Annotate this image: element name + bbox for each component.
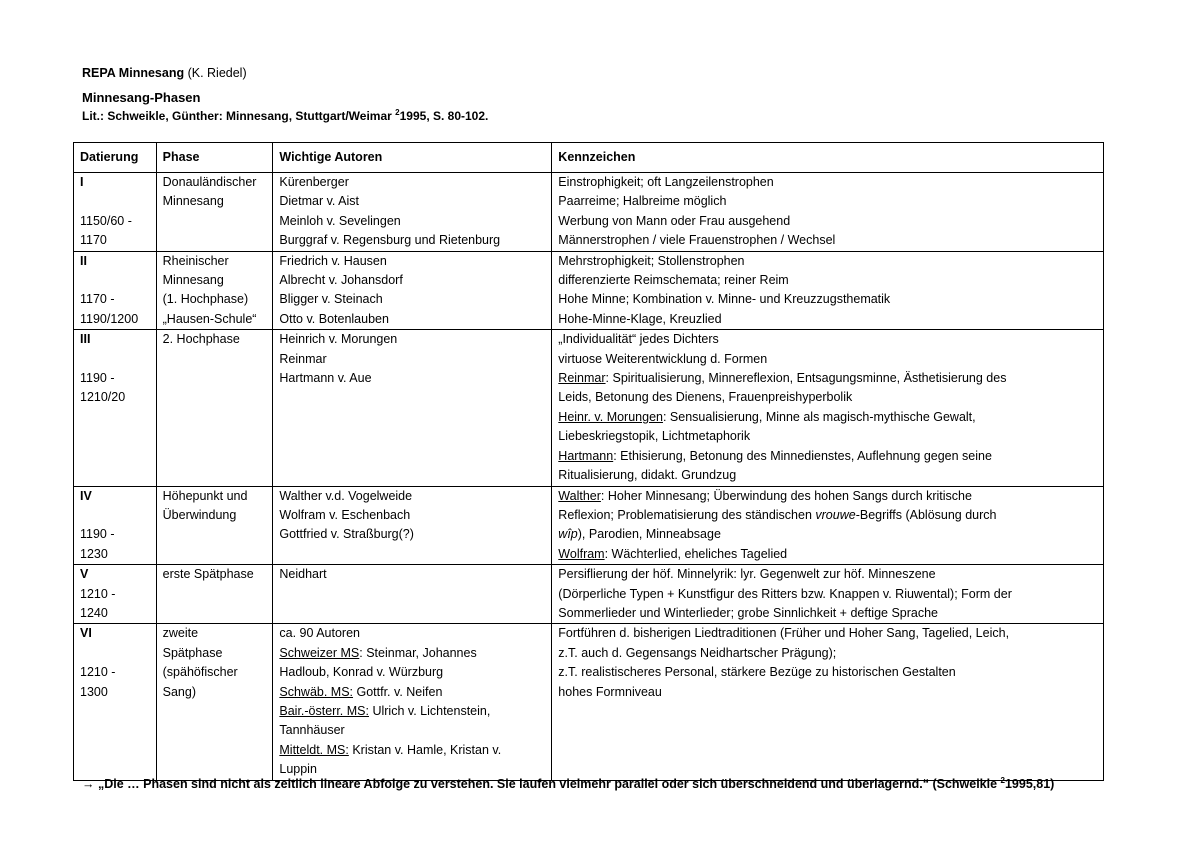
swiss-label: Schweizer MS [279, 645, 360, 660]
author-line: Dietmar v. Aist [279, 194, 360, 209]
author-line [279, 741, 545, 760]
cell-phase [156, 173, 273, 252]
reinmar-label: Reinmar [558, 371, 606, 386]
cell-kennzeichen [552, 624, 1104, 780]
phase-line: Überwindung [162, 507, 237, 522]
quote-source: 1995,81) [1004, 777, 1055, 791]
cell-datierung [74, 565, 157, 624]
literature-reference [82, 109, 488, 123]
author-line: Hadloub, Konrad v. Würzburg [279, 665, 444, 680]
date-line: 1210/20 [80, 390, 126, 405]
swabian-text: Gottfr. v. Neifen [353, 684, 443, 699]
author-line: Luppin [279, 762, 317, 777]
author-line: ca. 90 Autoren [279, 626, 360, 641]
cell-phase [156, 565, 273, 624]
cell-autoren [273, 624, 552, 780]
date-line: 1210 - [80, 586, 116, 601]
quote-edition: 2 [1000, 775, 1005, 785]
course-line [82, 66, 247, 80]
author-line: Tannhäuser [279, 723, 345, 738]
author-line: Kürenberger [279, 175, 349, 189]
phase-number: IV [80, 488, 92, 503]
hartmann-text: : Ethisierung, Betonung des Minnedienstes, Auflehnung gegen seine [613, 448, 992, 463]
phase-number: III [80, 332, 91, 347]
phase-line: „Hausen-Schule“ [162, 311, 257, 326]
wolfram-text: : Wächterlied, eheliches Tagelied [604, 546, 788, 561]
swiss-text: : Steinmar, Johannes [359, 645, 477, 660]
feature-line: Sommerlieder und Winterlieder; grobe Sinnlichkeit + deftige Sprache [558, 605, 939, 620]
phase-line: 2. Hochphase [162, 332, 240, 347]
feature-line: z.T. auch d. Gegensangs Neidhartscher Prägung); [558, 645, 837, 660]
table-row [74, 565, 1104, 624]
course-author: (K. Riedel) [187, 66, 247, 80]
feature-line: Mehrstrophigkeit; Stollenstrophen [558, 253, 745, 268]
column-header-autoren: Wichtige Autoren [273, 143, 552, 173]
column-header-phase: Phase [156, 143, 273, 173]
phase-line: zweite [162, 626, 199, 641]
table-row [74, 486, 1104, 565]
date-line: 1190 - [80, 371, 115, 386]
phase-line: Sang) [162, 684, 196, 699]
phase-line: Rheinischer [162, 253, 229, 268]
cell-datierung [74, 173, 157, 252]
reinmar-text: : Spiritualisierung, Minnereflexion, Entsagungsminne, Ästhetisierung des [605, 371, 1007, 386]
cell-autoren [273, 173, 552, 252]
cell-autoren [273, 251, 552, 330]
lit-edition: 2 [395, 108, 400, 117]
feature-line [558, 506, 1097, 525]
morungen-text: : Sensualisierung, Minne als magisch-mythische Gewalt, [662, 409, 976, 424]
cell-kennzeichen [552, 330, 1104, 486]
arrow-icon: → [82, 777, 95, 791]
lit-suffix: 1995, S. 80-102. [399, 109, 489, 123]
feature-line: differenzierte Reimschemata; reiner Reim [558, 273, 789, 288]
feature-line [558, 487, 1097, 506]
middle-german-label: Mitteldt. MS: [279, 742, 349, 757]
feature-line [558, 525, 1097, 544]
date-line: 1300 [80, 684, 108, 699]
author-line: Neidhart [279, 567, 327, 582]
table-row [74, 173, 1104, 252]
feature-line: „Individualität“ jedes Dichters [558, 332, 719, 347]
table-header-row [74, 143, 1104, 173]
phase-number: I [80, 175, 84, 189]
author-line: Albrecht v. Johansdorf [279, 273, 403, 288]
phase-line: erste Spätphase [162, 567, 254, 582]
phase-line: (1. Hochphase) [162, 292, 249, 307]
feature-text: Reflexion; Problematisierung des ständischen [558, 507, 816, 522]
phase-line: (spähöfischer [162, 665, 238, 680]
table-row [74, 330, 1104, 486]
date-line: 1190 - [80, 527, 115, 542]
cell-kennzeichen [552, 173, 1104, 252]
cell-datierung [74, 486, 157, 565]
quote-text: „Die … Phasen sind nicht als zeitlich lineare Abfolge zu verstehen. Sie laufen vielmehr parallel oder sich überschneidend und überlagernd.“ (Schweikle [94, 777, 1001, 791]
feature-line: z.T. realistischeres Personal, stärkere Bezüge zu historischen Gestalten [558, 665, 956, 680]
date-line: 1190/1200 [80, 311, 139, 326]
table-row [74, 251, 1104, 330]
feature-line: virtuose Weiterentwicklung d. Formen [558, 351, 768, 366]
cell-autoren [273, 565, 552, 624]
phase-line: Spätphase [162, 645, 223, 660]
walther-text: : Hoher Minnesang; Überwindung des hohen Sangs durch kritische [600, 488, 972, 503]
bavarian-text: Ulrich v. Lichtenstein, [368, 703, 491, 718]
feature-line: Ritualisierung, didakt. Grundzug [558, 468, 737, 483]
author-line [279, 683, 545, 702]
feature-line: Werbung von Mann oder Frau ausgehend [558, 213, 791, 228]
document-title: Minnesang-Phasen [82, 90, 201, 105]
cell-autoren [273, 486, 552, 565]
author-line [279, 702, 545, 721]
date-line: 1240 [80, 605, 108, 620]
author-line: Heinrich v. Morungen [279, 332, 398, 347]
author-line: Wolfram v. Eschenbach [279, 507, 411, 522]
feature-line: Einstrophigkeit; oft Langzeilenstrophen [558, 175, 774, 189]
column-header-kennzeichen: Kennzeichen [552, 143, 1104, 173]
phases-table [73, 142, 1104, 781]
phase-line: Höhepunkt und [162, 488, 248, 503]
author-line: Burggraf v. Regensburg und Rietenburg [279, 233, 501, 248]
wolfram-label: Wolfram [558, 546, 605, 561]
course-title: REPA Minnesang [82, 66, 185, 80]
author-line: Walther v.d. Vogelweide [279, 488, 413, 503]
cell-datierung [74, 251, 157, 330]
bavarian-label: Bair.-österr. MS: [279, 703, 369, 718]
footer-quote [82, 777, 1054, 791]
cell-phase [156, 330, 273, 486]
cell-datierung [74, 624, 157, 780]
author-line: Gottfried v. Straßburg(?) [279, 527, 414, 542]
phase-number: V [80, 567, 89, 582]
column-header-datierung: Datierung [74, 143, 157, 173]
cell-kennzeichen [552, 565, 1104, 624]
author-line [279, 644, 545, 663]
hartmann-label: Hartmann [558, 448, 614, 463]
author-line: Friedrich v. Hausen [279, 253, 387, 268]
middle-german-text: Kristan v. Hamle, Kristan v. [348, 742, 502, 757]
feature-line: Hohe-Minne-Klage, Kreuzlied [558, 311, 722, 326]
feature-line [558, 447, 1097, 466]
feature-text: -Begriffs (Ablösung durch [855, 507, 997, 522]
feature-term: wîp [558, 527, 578, 542]
cell-datierung [74, 330, 157, 486]
feature-line: Liebeskriegstopik, Lichtmetaphorik [558, 429, 751, 444]
date-line: 1170 - [80, 292, 115, 307]
cell-phase [156, 251, 273, 330]
feature-line: Leids, Betonung des Dienens, Frauenpreishyperbolik [558, 390, 853, 405]
phase-number: VI [80, 626, 92, 641]
feature-line: Hohe Minne; Kombination v. Minne- und Kreuzzugsthematik [558, 292, 891, 307]
cell-phase [156, 624, 273, 780]
feature-line [558, 408, 1097, 427]
cell-kennzeichen [552, 251, 1104, 330]
author-line: Meinloh v. Sevelingen [279, 213, 401, 228]
feature-line: Fortführen d. bisherigen Liedtraditionen (Früher und Hoher Sang, Tagelied, Leich, [558, 626, 1010, 641]
feature-line: Männerstrophen / viele Frauenstrophen / Wechsel [558, 233, 836, 248]
feature-line: hohes Formniveau [558, 684, 662, 699]
date-line: 1230 [80, 546, 108, 561]
feature-line: Paarreime; Halbreime möglich [558, 194, 727, 209]
walther-label: Walther [558, 488, 601, 503]
date-line: 1210 - [80, 665, 116, 680]
feature-line: (Dörperliche Typen + Kunstfigur des Ritters bzw. Knappen v. Riuwental); Form der [558, 586, 1012, 601]
phase-line: Minnesang [162, 194, 224, 209]
phase-number: II [80, 253, 87, 268]
author-line: Bligger v. Steinach [279, 292, 383, 307]
feature-line: Persiflierung der höf. Minnelyrik: lyr. Gegenwelt zur höf. Minneszene [558, 567, 936, 582]
swabian-label: Schwäb. MS: [279, 684, 354, 699]
feature-line [558, 369, 1097, 388]
phase-line: Donauländischer [162, 175, 257, 189]
feature-term: vrouwe [815, 507, 856, 522]
date-line: 1150/60 - [80, 213, 132, 228]
author-line: Reinmar [279, 351, 327, 366]
phase-line: Minnesang [162, 273, 224, 288]
cell-phase [156, 486, 273, 565]
lit-prefix: Lit.: Schweikle, Günther: Minnesang, Stuttgart/Weimar [82, 109, 392, 123]
feature-line [558, 545, 1097, 564]
author-line: Otto v. Botenlauben [279, 311, 389, 326]
feature-text: ), Parodien, Minneabsage [577, 527, 721, 542]
table-row [74, 624, 1104, 780]
author-line: Hartmann v. Aue [279, 371, 372, 386]
date-line: 1170 [80, 233, 107, 248]
cell-kennzeichen [552, 486, 1104, 565]
cell-autoren [273, 330, 552, 486]
morungen-label: Heinr. v. Morungen [558, 409, 663, 424]
